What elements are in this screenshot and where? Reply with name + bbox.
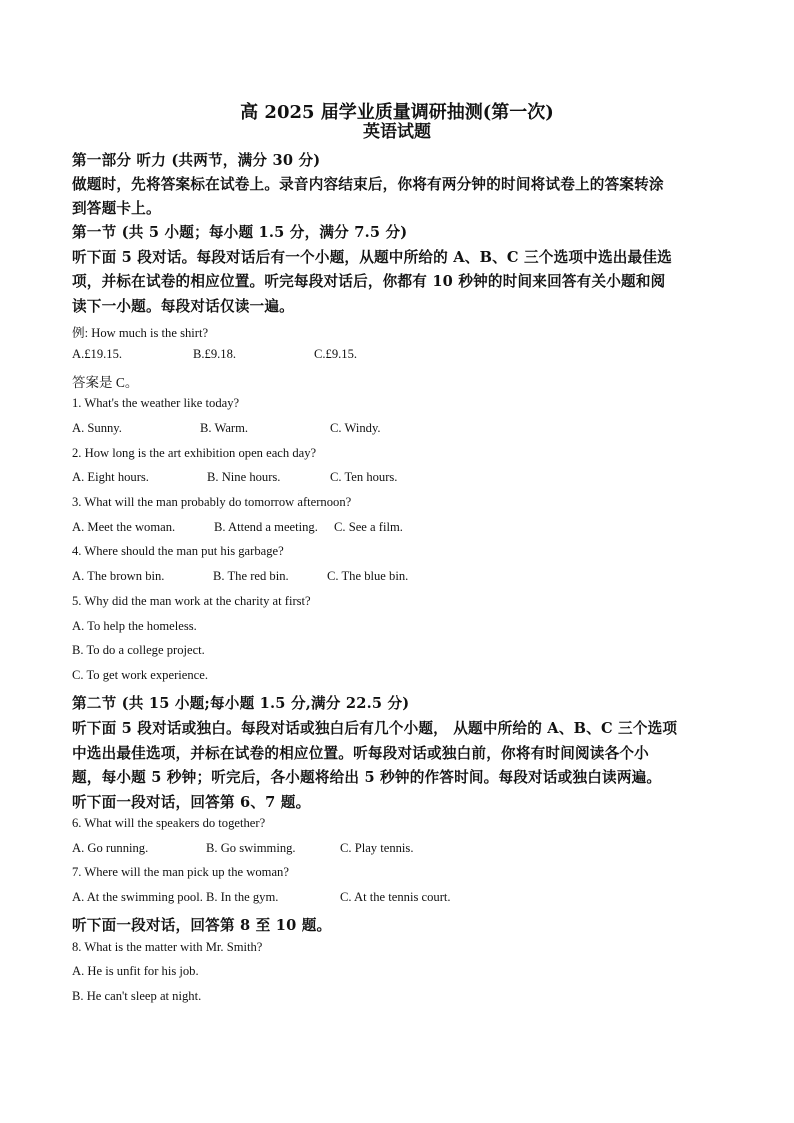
q3-option-a: A. Meet the woman. [72,520,176,534]
q2-option-b: B. Nine hours. [207,470,281,484]
q4-option-c: C. The blue bin. [327,569,409,583]
q8-option-b: B. He can't sleep at night. [72,989,202,1003]
section1-heading: 第一节 (共 5 小题；每小题 1.5 分，满分 7.5 分) [72,224,408,241]
example-option-c: C.£9.15. [314,347,358,361]
q6-option-a: A. Go running. [72,841,149,855]
q6-option-c: C. Play tennis. [340,841,414,855]
question-6: 6. What will the speakers do together? [72,816,266,830]
question-8: 8. What is the matter with Mr. Smith? [72,940,263,954]
section2-heading: 第二节 (共 15 小题;每小题 1.5 分,满分 22.5 分) [72,695,410,712]
q3-option-b: B. Attend a meeting. [214,520,318,534]
section2-instruction-line: 中选出最佳选项，并标在试卷的相应位置。听每段对话或独白前，你将有时间阅读各个小 [72,745,649,762]
q8-option-a: A. He is unfit for his job. [72,964,199,978]
section1-instruction-line: 项，并标在试卷的相应位置。听完每段对话后，你都有 10 秒钟的时间来回答有关小题和阅 [72,273,666,290]
question-5: 5. Why did the man work at the charity at first? [72,594,311,608]
example-option-b: B.£9.18. [193,347,237,361]
question-3: 3. What will the man probably do tomorrow afternoon? [72,495,352,509]
question-4: 4. Where should the man put his garbage? [72,544,284,558]
exam-title: 高 2025 届学业质量调研抽测(第一次) [240,102,554,123]
section2-instruction-line: 听下面 5 段对话或独白。每段对话或独白后有几个小题， 从题中所给的 A、B、C 三个选项 [72,720,678,737]
part1-instruction-line: 到答题卡上。 [72,200,161,217]
q1-option-a: A. Sunny. [72,421,122,435]
part1-instruction-line: 做题时，先将答案标在试卷上。录音内容结束后，你将有两分钟的时间将试卷上的答案转涂 [72,176,664,193]
q4-option-b: B. The red bin. [213,569,289,583]
q5-option-c: C. To get work experience. [72,668,208,682]
q5-option-a: A. To help the homeless. [72,619,197,633]
example-option-a: A.£19.15. [72,347,123,361]
question-1: 1. What's the weather like today? [72,396,240,410]
q1-option-b: B. Warm. [200,421,249,435]
question-2: 2. How long is the art exhibition open each day? [72,446,317,460]
q7-option-c: C. At the tennis court. [340,890,451,904]
exam-subtitle: 英语试题 [363,122,431,142]
section1-instruction-line: 听下面 5 段对话。每段对话后有一个小题，从题中所给的 A、B、C 三个选项中选出最佳选 [72,249,672,266]
q4-option-a: A. The brown bin. [72,569,165,583]
section2-instruction-line: 题，每小题 5 秒钟；听完后，各小题将给出 5 秒钟的作答时间。每段对话或独白读两遍。 [72,769,662,786]
q7-option-ab: A. At the swimming pool. B. In the gym. [72,890,279,904]
q6-option-b: B. Go swimming. [206,841,296,855]
example-answer: 答案是 C。 [72,375,139,390]
q5-option-b: B. To do a college project. [72,643,205,657]
section1-instruction-line: 读下一小题。每段对话仅读一遍。 [72,298,294,315]
part1-heading: 第一部分 听力 (共两节，满分 30 分) [72,152,321,169]
example-question: 例: How much is the shirt? [72,326,209,340]
q2-option-c: C. Ten hours. [330,470,398,484]
q3-option-c: C. See a film. [334,520,403,534]
question-7: 7. Where will the man pick up the woman? [72,865,289,879]
q2-option-a: A. Eight hours. [72,470,149,484]
q1-option-c: C. Windy. [330,421,381,435]
dialogue-group-heading: 听下面一段对话，回答第 8 至 10 题。 [72,917,332,934]
dialogue-group-heading: 听下面一段对话，回答第 6、7 题。 [72,794,311,811]
